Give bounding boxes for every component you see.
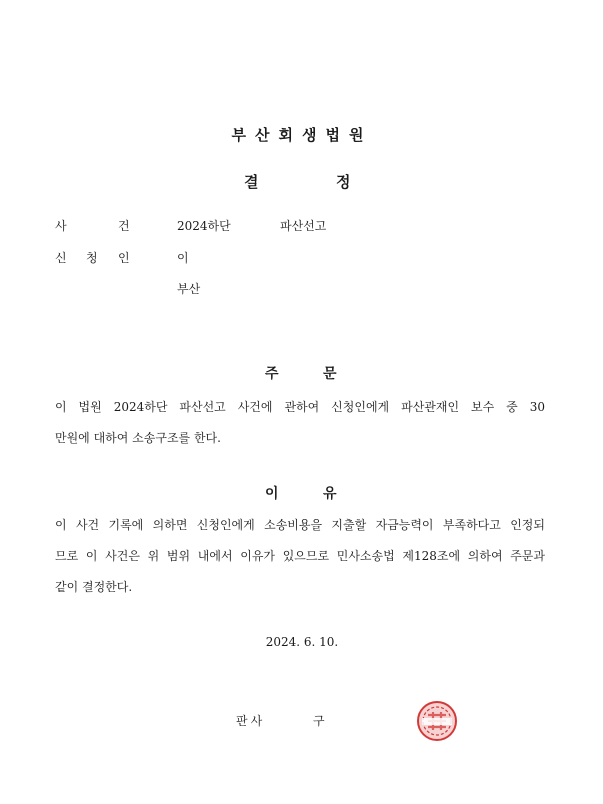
case-label bbox=[55, 217, 135, 233]
applicant-label bbox=[55, 249, 135, 265]
reason-line-3: 같이 결정한다. bbox=[55, 580, 133, 594]
document-title-right: 정 bbox=[336, 173, 351, 191]
case-name: 파산선고 bbox=[280, 219, 327, 233]
case-number: 2024하단 bbox=[177, 219, 231, 233]
reason-heading-right: 유 bbox=[323, 486, 337, 502]
order-line-2: 만원에 대하여 소송구조를 한다. bbox=[55, 431, 221, 445]
reason-line-2: 므로 이 사건은 위 범위 내에서 이유가 있으므로 민사소송법 제128조에 의하여 주문과 bbox=[55, 549, 545, 563]
case-label-char-2: 건 bbox=[118, 219, 130, 233]
court-name: 부산회생법원 bbox=[231, 126, 373, 144]
reason-line-1: 이 사건 기록에 의하면 신청인에게 소송비용을 지출할 자금능력이 부족하다고 인정되 bbox=[55, 518, 545, 532]
judge-label: 판사 bbox=[236, 714, 266, 728]
court-seal-stamp bbox=[416, 700, 458, 742]
document-title-left: 결 bbox=[244, 173, 259, 191]
reason-heading-left: 이 bbox=[265, 486, 279, 502]
reason-heading bbox=[265, 483, 345, 501]
judge-name: 구 bbox=[313, 714, 325, 728]
order-heading-right: 문 bbox=[323, 366, 337, 382]
applicant-label-char-3: 인 bbox=[118, 251, 130, 265]
case-label-char-1: 사 bbox=[55, 219, 67, 233]
applicant-name: 이 bbox=[177, 251, 189, 265]
applicant-label-char-1: 신 bbox=[55, 251, 67, 265]
order-heading-left: 주 bbox=[265, 366, 279, 382]
decision-date: 2024. 6. 10. bbox=[265, 635, 339, 649]
order-heading bbox=[265, 363, 345, 381]
applicant-address: 부산 bbox=[177, 282, 201, 296]
order-line-1: 이 법원 2024하단 파산선고 사건에 관하여 신청인에게 파산관재인 보수 중 30 bbox=[55, 400, 545, 414]
applicant-label-char-2: 청 bbox=[86, 251, 98, 265]
